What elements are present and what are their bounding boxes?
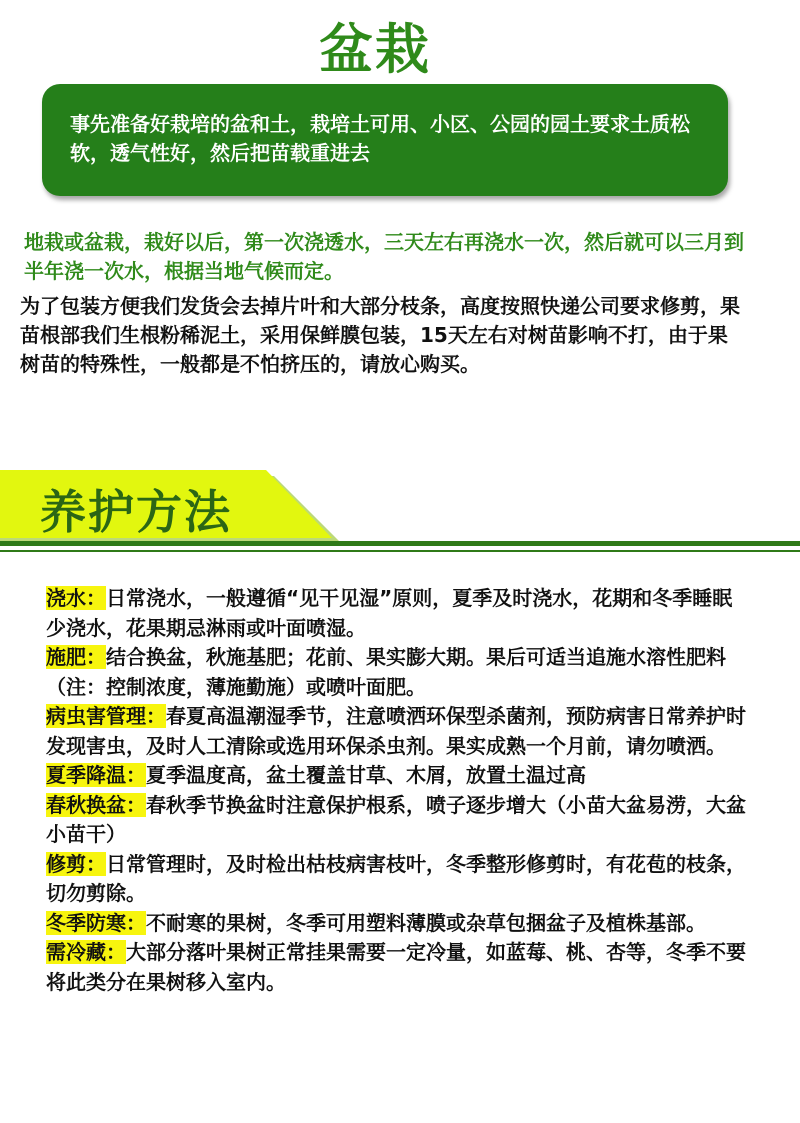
care-item: [46, 702, 746, 761]
care-text: 日常管理时，及时检出枯枝病害枝叶，冬季整形修剪时，有花苞的枝条，切勿剪除。: [46, 851, 746, 905]
care-item: [46, 584, 746, 643]
section-title-potted: 盆栽: [319, 18, 431, 81]
section-title-care: 养护方法: [40, 485, 232, 539]
care-label: 修剪：: [46, 851, 106, 876]
care-label: 病虫害管理：: [46, 704, 166, 728]
care-text: 不耐寒的果树，冬季可用塑料薄膜或杂草包捆盆子及植株基部。: [146, 910, 706, 935]
care-item: [46, 938, 746, 997]
care-text: 大部分落叶果树正常挂果需要一定冷量，如蓝莓、桃、杏等，冬季不要将此类分在果树移入室内。: [46, 940, 746, 994]
care-list: [46, 584, 746, 997]
care-label: 夏季降温：: [46, 763, 146, 787]
care-text: 春秋季节换盆时注意保护根系，喷子逐步增大（小苗大盆易涝，大盆小苗干）: [46, 792, 746, 846]
divider-thin: [0, 550, 800, 552]
care-text: 日常浇水，一般遵循“见干见湿”原则，夏季及时浇水，花期和冬季睡眠少浇水，花果期忌淋雨或叶面喷湿。: [46, 586, 733, 640]
care-item: [46, 909, 746, 939]
care-label: 需冷藏：: [46, 940, 126, 964]
watering-note: 地栽或盆栽，栽好以后，第一次浇透水，三天左右再浇水一次，然后就可以三月到半年浇一次水，根据当地气候而定。: [24, 230, 744, 283]
care-item: [46, 791, 746, 850]
care-item: [46, 643, 746, 702]
care-label: 春秋换盆：: [46, 792, 146, 817]
care-text: 春夏高温潮湿季节，注意喷洒环保型杀菌剂，预防病害日常养护时发现害虫，及时人工清除或选用环保杀虫剂。果实成熟一个月前，请勿喷洒。: [46, 704, 746, 758]
preparation-text: 事先准备好栽培的盆和土，栽培土可用、小区、公园的园土要求土质松软，透气性好，然后把苗载重进去: [70, 112, 690, 165]
preparation-box: [42, 84, 728, 196]
care-label: 浇水：: [46, 586, 106, 610]
care-item: [46, 761, 746, 791]
care-label: 冬季防寒：: [46, 910, 146, 935]
shipping-note: 为了包装方便我们发货会去掉片叶和大部分枝条，高度按照快递公司要求修剪，果苗根部我们生根粉稀泥土，采用保鲜膜包装，15天左右对树苗影响不打，由于果树苗的特殊性，一般都是不怕挤压的，请放心购买。: [20, 294, 740, 376]
care-item: [46, 850, 746, 909]
care-text: 夏季温度高，盆土覆盖甘草、木屑，放置土温过高: [146, 763, 586, 787]
care-label: 施肥：: [46, 645, 106, 669]
divider-thick: [0, 541, 800, 546]
care-text: 结合换盆，秋施基肥；花前、果实膨大期。果后可适当追施水溶性肥料（注：控制浓度，薄施勤施）或喷叶面肥。: [46, 645, 726, 699]
